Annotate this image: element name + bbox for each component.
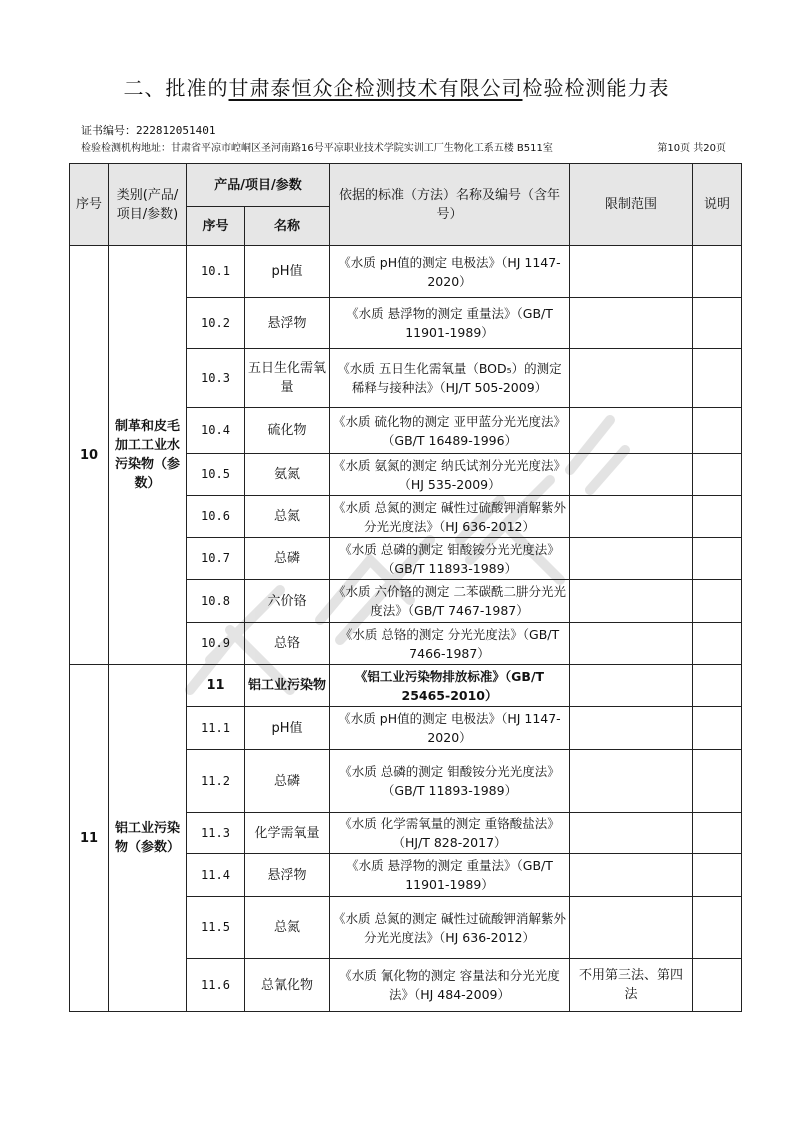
note-cell	[693, 897, 742, 959]
item-name: 六价铬	[245, 580, 330, 623]
limit-cell	[570, 580, 693, 623]
item-name: 悬浮物	[245, 298, 330, 349]
limit-cell	[570, 298, 693, 349]
item-seq: 10.9	[187, 623, 245, 665]
item-name: 悬浮物	[245, 854, 330, 897]
item-standard: 《水质 pH值的测定 电极法》（HJ 1147-2020）	[330, 246, 570, 298]
item-seq: 11.2	[187, 750, 245, 813]
item-seq: 10.7	[187, 538, 245, 580]
limit-cell	[570, 707, 693, 750]
note-cell	[693, 623, 742, 665]
item-name: 氨氮	[245, 454, 330, 496]
limit-cell	[570, 854, 693, 897]
limit-cell	[570, 897, 693, 959]
item-seq: 10.1	[187, 246, 245, 298]
note-cell	[693, 813, 742, 854]
item-name: pH值	[245, 707, 330, 750]
item-seq: 11.4	[187, 854, 245, 897]
limit-cell	[570, 813, 693, 854]
item-standard: 《水质 悬浮物的测定 重量法》（GB/T 11901-1989）	[330, 298, 570, 349]
group-category: 制革和皮毛加工工业水污染物（参数）	[109, 246, 187, 665]
limit-cell	[570, 454, 693, 496]
note-cell	[693, 538, 742, 580]
item-name: 总铬	[245, 623, 330, 665]
note-cell	[693, 454, 742, 496]
limit-cell: 不用第三法、第四法	[570, 959, 693, 1012]
title-prefix: 二、批准的	[123, 76, 229, 100]
item-standard: 《水质 悬浮物的测定 重量法》（GB/T 11901-1989）	[330, 854, 570, 897]
item-name: 化学需氧量	[245, 813, 330, 854]
table-row	[70, 665, 742, 707]
item-seq: 10.5	[187, 454, 245, 496]
limit-cell	[570, 246, 693, 298]
limit-cell	[570, 496, 693, 538]
title-suffix: 检验检测能力表	[522, 76, 670, 100]
item-standard: 《水质 总氮的测定 碱性过硫酸钾消解紫外分光光度法》（HJ 636-2012）	[330, 496, 570, 538]
item-seq: 10.2	[187, 298, 245, 349]
group-category: 铝工业污染物（参数）	[109, 665, 187, 1012]
item-name: 总氮	[245, 897, 330, 959]
item-name: 总氰化物	[245, 959, 330, 1012]
item-seq: 10.3	[187, 349, 245, 408]
note-cell	[693, 408, 742, 454]
limit-cell	[570, 538, 693, 580]
company-name: 甘肃泰恒众企检测技术有限公司	[228, 76, 523, 100]
header-note: 说明	[693, 164, 742, 246]
item-standard: 《水质 总磷的测定 钼酸铵分光光度法》（GB/T 11893-1989）	[330, 750, 570, 813]
item-standard: 《水质 总铬的测定 分光光度法》（GB/T 7466-1987）	[330, 623, 570, 665]
item-standard: 《水质 氰化物的测定 容量法和分光光度法》（HJ 484-2009）	[330, 959, 570, 1012]
header-category: 类别(产品/项目/参数)	[109, 164, 187, 246]
table-body	[70, 246, 742, 1012]
lab-address: 检验检测机构地址：甘肃省平凉市崆峒区圣河南路16号平凉职业技术学院实训工厂生物化工系五楼 B511室	[81, 143, 553, 154]
note-cell	[693, 246, 742, 298]
table-row	[70, 246, 742, 298]
item-standard: 《水质 化学需氧量的测定 重铬酸盐法》（HJ/T 828-2017）	[330, 813, 570, 854]
limit-cell	[570, 665, 693, 707]
limit-cell	[570, 750, 693, 813]
header-sub-seq: 序号	[187, 207, 245, 246]
item-name: 硫化物	[245, 408, 330, 454]
note-cell	[693, 298, 742, 349]
item-seq: 10.6	[187, 496, 245, 538]
item-standard: 《水质 pH值的测定 电极法》（HJ 1147-2020）	[330, 707, 570, 750]
subheader-standard: 《铝工业污染物排放标准》（GB/T 25465-2010）	[330, 665, 570, 707]
page-title	[0, 72, 793, 101]
subheader-name: 铝工业污染物	[245, 665, 330, 707]
note-cell	[693, 750, 742, 813]
group-seq: 11	[70, 665, 109, 1012]
item-name: 五日生化需氧量	[245, 349, 330, 408]
item-standard: 《水质 总氮的测定 碱性过硫酸钾消解紫外分光光度法》（HJ 636-2012）	[330, 897, 570, 959]
item-seq: 11.5	[187, 897, 245, 959]
page-info: 第10页 共20页	[657, 143, 726, 154]
address-line	[81, 139, 726, 154]
group-seq: 10	[70, 246, 109, 665]
item-standard: 《水质 氨氮的测定 纳氏试剂分光光度法》（HJ 535-2009）	[330, 454, 570, 496]
note-cell	[693, 496, 742, 538]
item-seq: 10.4	[187, 408, 245, 454]
header-seq: 序号	[70, 164, 109, 246]
item-name: pH值	[245, 246, 330, 298]
certificate-number: 证书编号：222812051401	[81, 124, 216, 137]
limit-cell	[570, 349, 693, 408]
header-name: 名称	[245, 207, 330, 246]
header-limit: 限制范围	[570, 164, 693, 246]
item-seq: 11.1	[187, 707, 245, 750]
item-name: 总氮	[245, 496, 330, 538]
note-cell	[693, 707, 742, 750]
item-standard: 《水质 六价铬的测定 二苯碳酰二肼分光光度法》（GB/T 7467-1987）	[330, 580, 570, 623]
item-seq: 11.3	[187, 813, 245, 854]
item-standard: 《水质 总磷的测定 钼酸铵分光光度法》（GB/T 11893-1989）	[330, 538, 570, 580]
limit-cell	[570, 408, 693, 454]
note-cell	[693, 349, 742, 408]
note-cell	[693, 580, 742, 623]
note-cell	[693, 854, 742, 897]
subheader-seq: 11	[187, 665, 245, 707]
capability-table	[69, 163, 742, 1012]
header-standard: 依据的标准（方法）名称及编号（含年号）	[330, 164, 570, 246]
limit-cell	[570, 623, 693, 665]
note-cell	[693, 665, 742, 707]
item-seq: 10.8	[187, 580, 245, 623]
item-name: 总磷	[245, 750, 330, 813]
item-standard: 《水质 硫化物的测定 亚甲蓝分光光度法》（GB/T 16489-1996）	[330, 408, 570, 454]
note-cell	[693, 959, 742, 1012]
header-product-group: 产品/项目/参数	[187, 164, 330, 207]
item-name: 总磷	[245, 538, 330, 580]
item-seq: 11.6	[187, 959, 245, 1012]
item-standard: 《水质 五日生化需氧量（BOD₅）的测定 稀释与接种法》（HJ/T 505-2009）	[330, 349, 570, 408]
